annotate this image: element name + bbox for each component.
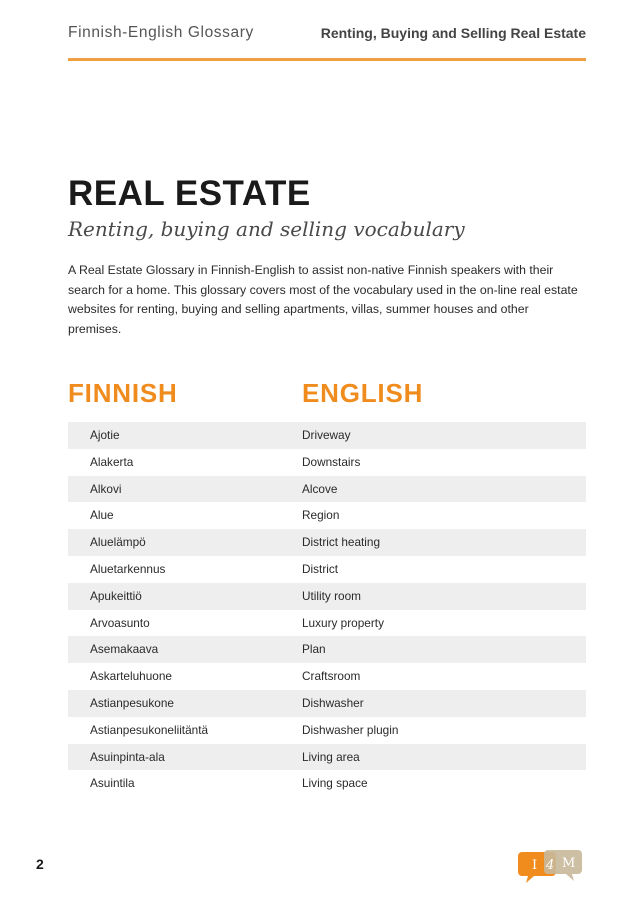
- finnish-term: Aluelämpö: [90, 535, 146, 550]
- finnish-term: Asemakaava: [90, 642, 159, 657]
- header-section-title: Renting, Buying and Selling Real Estate: [320, 25, 586, 41]
- glossary-row: [68, 422, 586, 449]
- glossary-row: [68, 583, 586, 610]
- page-subtitle: Renting, buying and selling vocabulary: [68, 217, 465, 241]
- page-number: 2: [36, 856, 44, 872]
- header-divider: [68, 58, 586, 61]
- glossary-row: [68, 744, 586, 771]
- finnish-term: Askarteluhuone: [90, 669, 172, 684]
- finnish-term: Alakerta: [90, 454, 134, 469]
- english-term: Dishwasher: [302, 695, 364, 710]
- finnish-term: Astianpesukoneliitäntä: [90, 722, 209, 737]
- glossary-row: [68, 556, 586, 583]
- finnish-term: Astianpesukone: [90, 695, 174, 710]
- english-term: Living area: [302, 749, 360, 764]
- glossary-row: [68, 663, 586, 690]
- header-document-title: Finnish-English Glossary: [68, 24, 254, 41]
- i4m-logo: [518, 848, 584, 884]
- logo-letter-m: M: [562, 856, 576, 871]
- english-term: Plan: [302, 642, 326, 657]
- glossary-row: [68, 770, 586, 797]
- column-heading-finnish: FINNISH: [68, 378, 178, 408]
- english-term: Driveway: [302, 428, 351, 442]
- glossary-row: [68, 690, 586, 717]
- english-term: Utility room: [302, 588, 361, 603]
- english-term: District: [302, 561, 339, 576]
- glossary-row: [68, 636, 586, 663]
- finnish-term: Alkovi: [90, 481, 122, 496]
- finnish-term: Ajotie: [90, 428, 120, 442]
- finnish-term: Apukeittiö: [90, 588, 142, 603]
- finnish-term: Aluetarkennus: [90, 561, 166, 576]
- column-heading-english: ENGLISH: [302, 378, 424, 408]
- english-term: Downstairs: [302, 454, 361, 469]
- glossary-row: [68, 449, 586, 476]
- glossary-row: [68, 502, 586, 529]
- finnish-term: Asuintila: [90, 776, 135, 791]
- finnish-term: Arvoasunto: [90, 615, 150, 630]
- running-header: [68, 24, 586, 48]
- english-term: Luxury property: [302, 615, 384, 630]
- finnish-term: Alue: [90, 508, 114, 523]
- english-term: District heating: [302, 535, 381, 550]
- glossary-row: [68, 610, 586, 637]
- logo-letter-i: I: [532, 858, 538, 873]
- page-title: REAL ESTATE: [68, 174, 311, 213]
- english-term: Living space: [302, 776, 368, 791]
- intro-paragraph: A Real Estate Glossary in Finnish-English to assist non-native Finnish speakers with their search for a home. This glossary covers most of the vocabulary used in the on-line real estate websites for renting, buying and selling apartments, villas, summer houses and other premises.: [68, 263, 578, 336]
- english-term: Dishwasher plugin: [302, 722, 399, 737]
- glossary-row: [68, 717, 586, 744]
- english-term: Craftsroom: [302, 669, 361, 684]
- english-term: Alcove: [302, 481, 338, 496]
- glossary-table: [68, 422, 586, 797]
- finnish-term: Asuinpinta-ala: [90, 749, 165, 764]
- glossary-row: [68, 529, 586, 556]
- glossary-row: [68, 476, 586, 503]
- english-term: Region: [302, 508, 340, 523]
- logo-number-4: 4: [546, 858, 555, 873]
